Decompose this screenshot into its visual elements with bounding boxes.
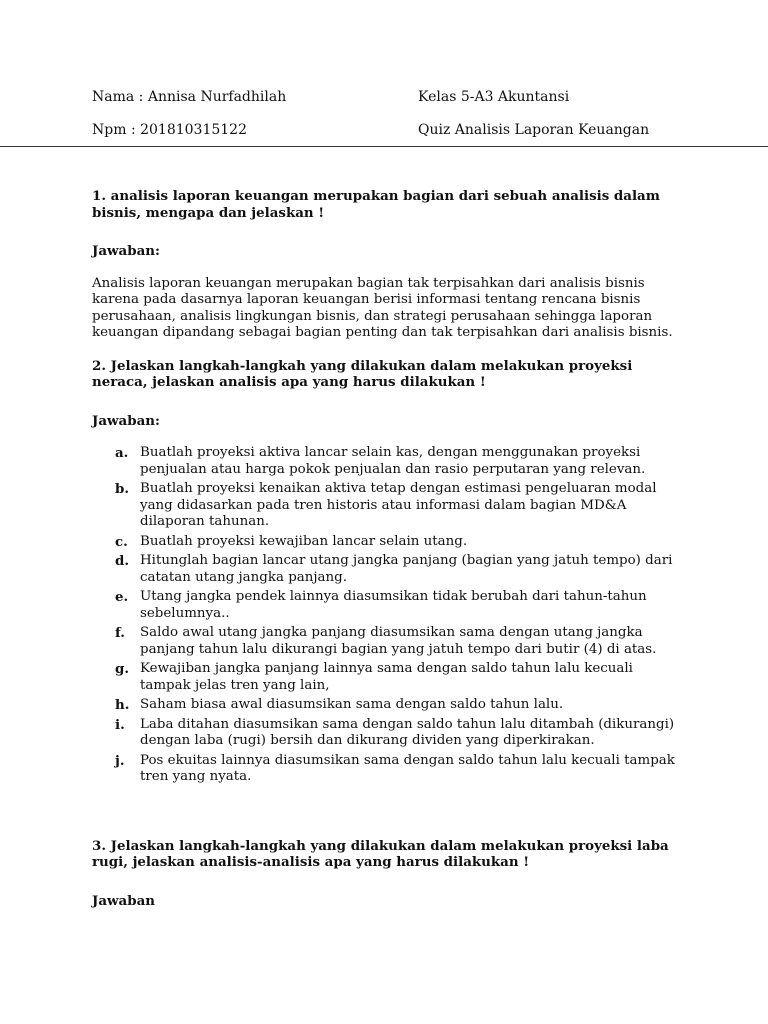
answer-2-label: Jawaban: [92,412,160,429]
answer-2-list [92,445,682,786]
list-item [92,717,682,750]
list-item [92,625,682,658]
list-item-label: f. [115,625,125,641]
answer-1-text: Analisis laporan keuangan merupakan bagian tak terpisahkan dari analisis bisnis karena pada dasarnya laporan keuangan berisi informasi tentang rencana bisnis perusahaan, analisis lingkungan bisnis, dan strategi perusahaan sehingga laporan keuangan dipandang sebagai bagian penting dan tak terpisahkan dari analisis bisnis. [92,275,673,340]
list-item-text: Saldo awal utang jangka panjang diasumsikan sama dengan utang jangka panjang tahun lalu dikurangi bagian yang jatuh tempo dari butir (4) di atas. [140,625,657,657]
list-item-label: b. [115,481,130,497]
list-item-text: Hitunglah bagian lancar utang jangka panjang (bagian yang jatuh tempo) dari catatan utang jangka panjang. [140,553,673,585]
list-item-text: Saham biasa awal diasumsikan sama dengan saldo tahun lalu. [140,697,564,712]
list-item-label: c. [115,533,128,550]
list-item-label: h. [115,697,130,713]
list-item-text: Buatlah proyeksi aktiva lancar selain kas, dengan menggunakan proyeksi penjualan atau harga pokok penjualan dan rasio perputaran yang relevan. [140,445,646,477]
answer-3-label: Jawaban [92,892,155,909]
list-item-text: Buatlah proyeksi kewajiban lancar selain utang. [140,533,468,549]
list-item-label: d. [115,553,130,569]
list-item-label: j. [115,752,125,769]
list-item [92,589,682,622]
list-item [92,753,682,786]
list-item-text: Laba ditahan diasumsikan sama dengan saldo tahun lalu ditambah (dikurangi) dengan laba (rugi) bersih dan dikurang dividen yang diperkirakan. [140,716,675,748]
question-1-number: 1 [92,188,102,204]
question-1 [92,188,682,221]
list-item [92,661,682,694]
question-1-text: . analisis laporan keuangan merupakan bagian dari sebuah analisis dalam bisnis, mengapa dan jelaskan ! [92,188,660,221]
list-item-text: Buatlah proyeksi kenaikan aktiva tetap dengan estimasi pengeluaran modal yang didasarkan pada tren historis atau informasi dalam bagian MD&A dilaporan tahunan. [140,481,657,529]
list-item [92,697,682,714]
quiz-title: Quiz Analisis Laporan Keuangan [418,122,650,138]
list-item-text: Kewajiban jangka panjang lainnya sama dengan saldo tahun lalu kecuali tampak jelas tren yang lain, [140,661,633,693]
list-item-label: i. [115,716,125,733]
student-npm: Npm : 201810315122 [92,122,247,138]
answer-1-label: Jawaban: [92,243,160,259]
header-divider [0,146,768,147]
list-item-text: Utang jangka pendek lainnya diasumsikan tidak berubah dari tahun-tahun sebelumnya.. [140,589,647,621]
question-2-number: 2 [92,357,102,374]
list-item [92,534,682,551]
list-item [92,445,682,478]
list-item [92,553,682,586]
list-item-label: e. [115,589,129,605]
list-item-text: Pos ekuitas lainnya diasumsikan sama dengan saldo tahun lalu kecuali tampak tren yang nyata. [140,752,675,784]
student-class: Kelas 5-A3 Akuntansi [418,89,570,105]
document-body [92,188,682,909]
list-item [92,481,682,531]
list-item-label: a. [115,445,129,461]
question-2 [92,358,682,391]
question-3: 3. Jelaskan langkah-langkah yang dilakukan dalam melakukan proyeksi laba rugi, jelaskan analisis-analisis apa yang harus dilakukan ! [92,837,669,870]
question-2-text: . Jelaskan langkah-langkah yang dilakukan dalam melakukan proyeksi neraca, jelaskan analisis apa yang harus dilakukan ! [92,357,633,390]
student-name: Nama : Annisa Nurfadhilah [92,89,287,105]
list-item-label: g. [115,661,130,677]
